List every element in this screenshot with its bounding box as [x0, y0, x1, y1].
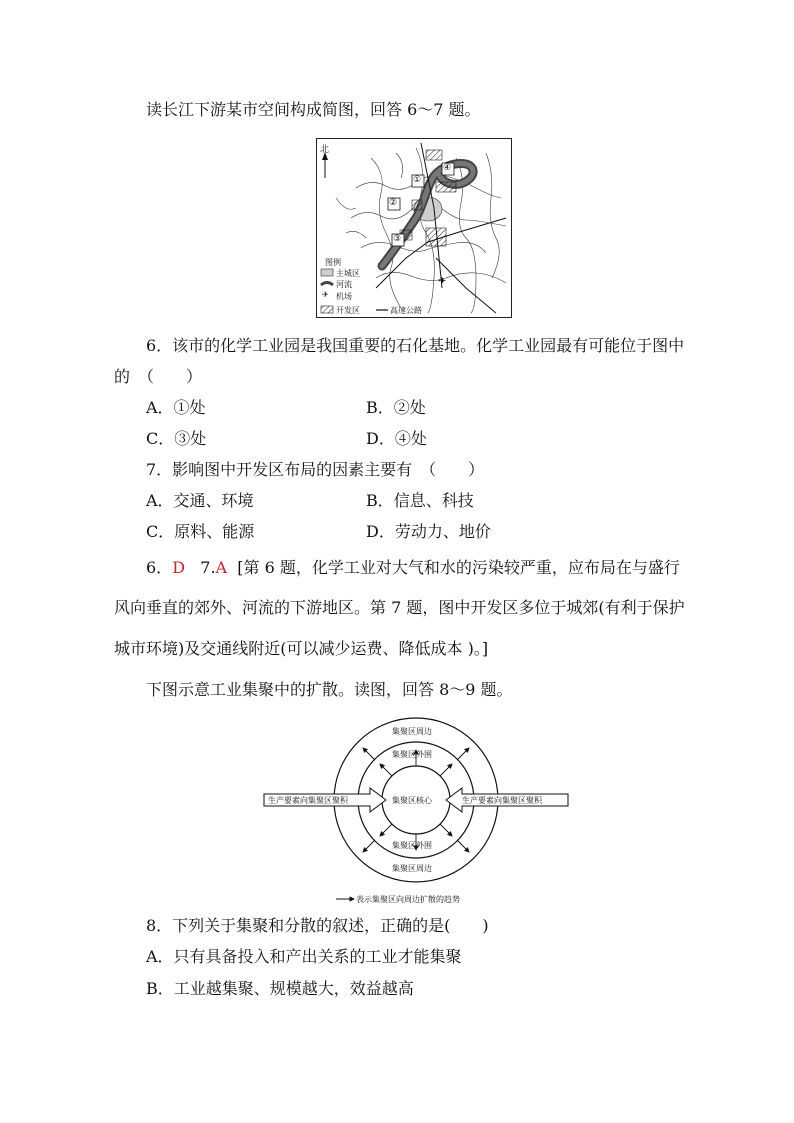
q7-option-b: B．信息、科技 — [366, 491, 474, 510]
label-outer-top: 集聚区周边 — [392, 727, 432, 736]
q8-9-intro: 下图示意工业集聚中的扩散。读图，回答 8～9 题。 — [146, 680, 513, 699]
answer-6-number: 6． — [146, 558, 173, 577]
q7-option-a: A．交通、环境 — [146, 491, 254, 510]
answer-line1 — [146, 557, 680, 579]
label-outer-bottom: 集聚区周边 — [392, 864, 432, 873]
airport-icon: ✈ — [438, 276, 447, 287]
legend-main-city: 主城区 — [336, 269, 360, 278]
q8-stem: 8．下列关于集聚和分散的叙述，正确的是( ) — [146, 916, 489, 935]
city-structure-map — [316, 138, 512, 318]
legend-dev-zone: 开发区 — [336, 306, 360, 315]
marker-4: ④ — [443, 163, 452, 173]
q7-stem: 7．影响图中开发区布局的因素主要有 （ ） — [146, 460, 485, 479]
q8-option-b: B．工业越集聚、规模越大，效益越高 — [146, 979, 414, 998]
dev-zone — [412, 200, 422, 210]
q7-option-d: D．劳动力、地价 — [366, 522, 491, 541]
q6-option-d: D．④处 — [366, 429, 427, 448]
answer-explanation-3: 城市环境)及交通线附近(可以减少运费、降低成本 )。] — [114, 639, 489, 658]
north-label: 北 — [320, 145, 330, 155]
answer-explanation-2: 风向垂直的郊外、河流的下游地区。第 7 题，图中开发区多位于城郊(有利于保护 — [114, 598, 685, 617]
dev-zone — [436, 182, 456, 192]
answer-explanation-1: [第 6 题，化学工业对大气和水的污染较严重，应布局在与盛行 — [237, 558, 680, 577]
q6-stem-line2: 的 （ ） — [114, 367, 203, 386]
q7-option-c: C．原料、能源 — [146, 522, 255, 541]
q6-option-b: B．②处 — [366, 398, 426, 417]
q6-stem-line1: 6．该市的化学工业园是我国重要的石化基地。化学工业园最有可能位于图中 — [146, 336, 685, 355]
q8-option-a: A．只有具备投入和产出关系的工业才能集聚 — [146, 947, 462, 966]
label-core: 集聚区核心 — [392, 796, 432, 805]
q6-option-c: C．③处 — [146, 429, 207, 448]
q6-option-a: A．①处 — [146, 398, 206, 417]
answer-6-letter: D — [172, 558, 186, 577]
marker-2: ② — [389, 198, 398, 208]
legend-highway: 高速公路 — [390, 306, 422, 315]
diagram-caption: 表示集聚区向周边扩散的趋势 — [356, 895, 460, 904]
dev-zone — [426, 150, 442, 160]
q6-7-intro: 读长江下游某市空间构成简图，回答 6～7 题。 — [146, 100, 481, 119]
legend-river: 河流 — [336, 280, 352, 289]
answer-7-letter: A — [215, 558, 228, 577]
legend-title: 图例 — [325, 258, 341, 267]
marker-1: ① — [413, 175, 422, 185]
label-right-arrow: 生产要素向集聚区聚积 — [462, 796, 542, 805]
legend-airport: 机场 — [336, 292, 352, 301]
marker-3: ③ — [393, 234, 402, 244]
legend-airport-icon: ✈ — [322, 290, 329, 299]
agglomeration-diagram — [262, 716, 572, 910]
label-inner-bottom: 集聚区外围 — [392, 841, 432, 850]
label-inner-top: 集聚区外围 — [392, 750, 432, 759]
label-left-arrow: 生产要素向集聚区聚积 — [268, 796, 348, 805]
answer-7-number: 7. — [200, 558, 216, 577]
